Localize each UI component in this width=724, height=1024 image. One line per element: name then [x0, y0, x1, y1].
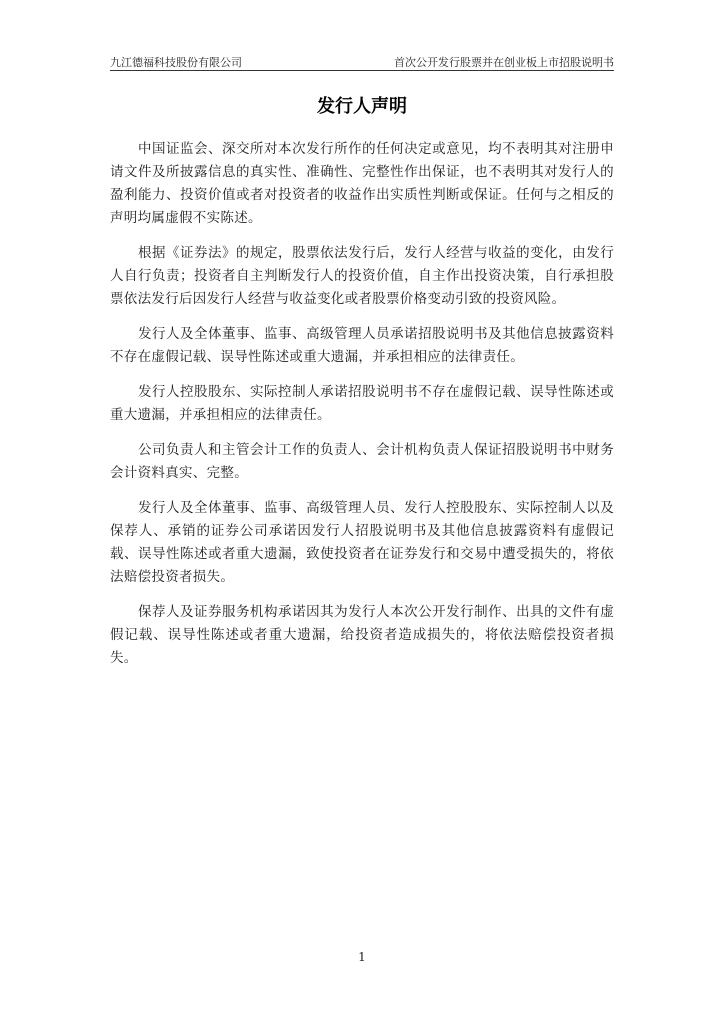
declaration-body: [110, 138, 614, 682]
paragraph: 发行人及全体董事、监事、高级管理人员、发行人控股股东、实际控制人以及保荐人、承销的证券公司承诺因发行人招股说明书及其他信息披露资料有虚假记载、误导性陈述或者重大遗漏，致使投资者在证券发行和交易中遭受损失的，将依法赔偿投资者损失。: [110, 500, 614, 585]
paragraph: 根据《证券法》的规定，股票依法发行后，发行人经营与收益的变化，由发行人自行负责；投资者自主判断发行人的投资价值，自主作出投资决策，自行承担股票依法发行后因发行人经营与收益变化或者股票价格变动引致的投资风险。: [110, 245, 614, 307]
header-company-name: 九江德福科技股份有限公司: [110, 56, 242, 69]
header-divider: [110, 70, 614, 71]
page-number: 1: [358, 950, 366, 964]
header-document-title: 首次公开发行股票并在创业板上市招股说明书: [394, 56, 614, 69]
page-title: 发行人声明: [317, 96, 407, 117]
paragraph: 保荐人及证券服务机构承诺因其为发行人本次公开发行制作、出具的文件有虚假记载、误导性陈述或者重大遗漏，给投资者造成损失的，将依法赔偿投资者损失。: [110, 604, 614, 666]
paragraph: 发行人控股股东、实际控制人承诺招股说明书不存在虚假记载、误导性陈述或重大遗漏，并承担相应的法律责任。: [110, 384, 614, 423]
paragraph: 公司负责人和主管会计工作的负责人、会计机构负责人保证招股说明书中财务会计资料真实、完整。: [110, 442, 614, 481]
paragraph: 发行人及全体董事、监事、高级管理人员承诺招股说明书及其他信息披露资料不存在虚假记载、误导性陈述或重大遗漏，并承担相应的法律责任。: [110, 326, 614, 365]
page-header: [110, 52, 614, 70]
paragraph: 中国证监会、深交所对本次发行所作的任何决定或意见，均不表明其对注册申请文件及所披露信息的真实性、准确性、完整性作出保证，也不表明其对发行人的盈利能力、投资价值或者对投资者的收益作出实质性判断或保证。任何与之相反的声明均属虚假不实陈述。: [110, 141, 614, 226]
